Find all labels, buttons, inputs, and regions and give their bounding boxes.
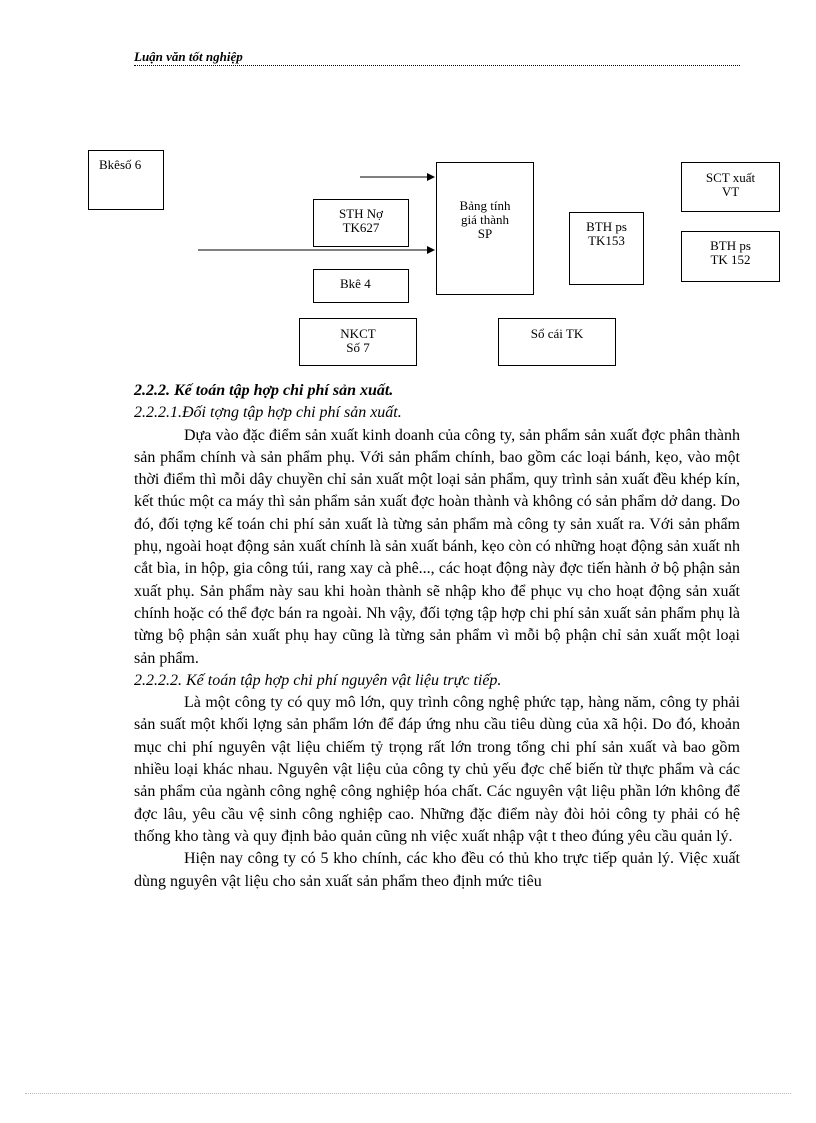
box-sct-xuat-vt: SCT xuất VT (681, 162, 780, 212)
box-bth-tk152: BTH ps TK 152 (681, 231, 780, 282)
box-bke-4: Bkê 4 (313, 269, 409, 303)
box-nkct-so-7: NKCT Số 7 (299, 318, 417, 366)
flow-diagram (0, 0, 816, 380)
box-so-cai-tk: Sổ cái TK (498, 318, 616, 366)
box-bang-tinh-gia-thanh: Bảng tính giá thành SP (436, 162, 534, 295)
footer-divider (25, 1093, 791, 1094)
section-heading-2-2-2-2: 2.2.2.2. Kế toán tập hợp chi phí nguyên vật liệu trực tiếp. (134, 671, 502, 689)
page-header: Luận văn tốt nghiệp (134, 50, 740, 66)
section-heading-2-2-2: 2.2.2. Kế toán tập hợp chi phí sản xuất. (134, 382, 394, 399)
document-body (134, 380, 740, 893)
box-sth-no-tk627: STH Nợ TK627 (313, 199, 409, 247)
paragraph-1: Dựa vào đặc điểm sản xuất kinh doanh của công ty, sản phẩm sản xuất đợc phân thành sản phẩm chính và sản phẩm phụ. Với sản phẩm chính, bao gồm các loại bánh, kẹo, vào một thời điểm thì mỗi dây chuyền chỉ sản xuất một loại sản phẩm, quy trình sản xuất đều khép kín, kết thúc một ca máy thì sản phẩm sản xuất đợc hoàn thành và không có sản phẩm dở dang. Do đó, đối tợng kế toán chi phí sản xuất là từng sản phẩm mà công ty sản xuất ra. Với sản phẩm phụ, ngoài hoạt động sản xuất chính là sản xuất bánh, kẹo còn có những hoạt động sản xuất nh cắt bìa, in hộp, gia công túi, rang xay cà phê..., các hoạt động này đợc tiến hành ở bộ phận sản xuất phụ. Sản phẩm này sau khi hoàn thành sẽ nhập kho để phục vụ cho hoạt động sản xuất chính hoặc có thể đợc bán ra ngoài. Nh vậy, đối tợng tập hợp chi phí sản xuất sản phẩm phụ là từng bộ phận sản xuất phụ hay cũng là từng sản phẩm vì mỗi bộ phận chỉ sản xuất một loại sản phẩm. (134, 426, 740, 667)
paragraph-3: Hiện nay công ty có 5 kho chính, các kho đều có thủ kho trực tiếp quản lý. Việc xuất dùng nguyên vật liệu cho sản xuất sản phẩm theo định mức tiêu (134, 850, 740, 890)
box-bke-so-6: Bkêsố 6 (88, 150, 164, 210)
section-heading-2-2-2-1: 2.2.2.1.Đối tợng tập hợp chi phí sản xuất. (134, 404, 402, 422)
box-bth-tk153: BTH ps TK153 (569, 212, 644, 285)
paragraph-2: Là một công ty có quy mô lớn, quy trình công nghệ phức tạp, hàng năm, công ty phải sản suất một khối lợng sản phẩm lớn để đáp ứng nhu cầu tiêu dùng của xã hội. Do đó, khoản mục chi phí nguyên vật liệu chiếm tỷ trọng rất lớn trong tổng chi phí sản xuất và bao gồm nhiều loại khác nhau. Nguyên vật liệu của công ty chủ yếu đợc chế biến từ thực phẩm và các sản phẩm của ngành công nghệ công nghiệp hóa chất. Các nguyên vật liệu phần lớn không để đợc lâu, yêu cầu vệ sinh công nghiệp cao. Những đặc điểm này đòi hỏi công ty phải có hệ thống kho tàng và quy định bảo quản cũng nh việc xuất nhập vật t theo đúng yêu cầu quản lý. (134, 694, 740, 845)
